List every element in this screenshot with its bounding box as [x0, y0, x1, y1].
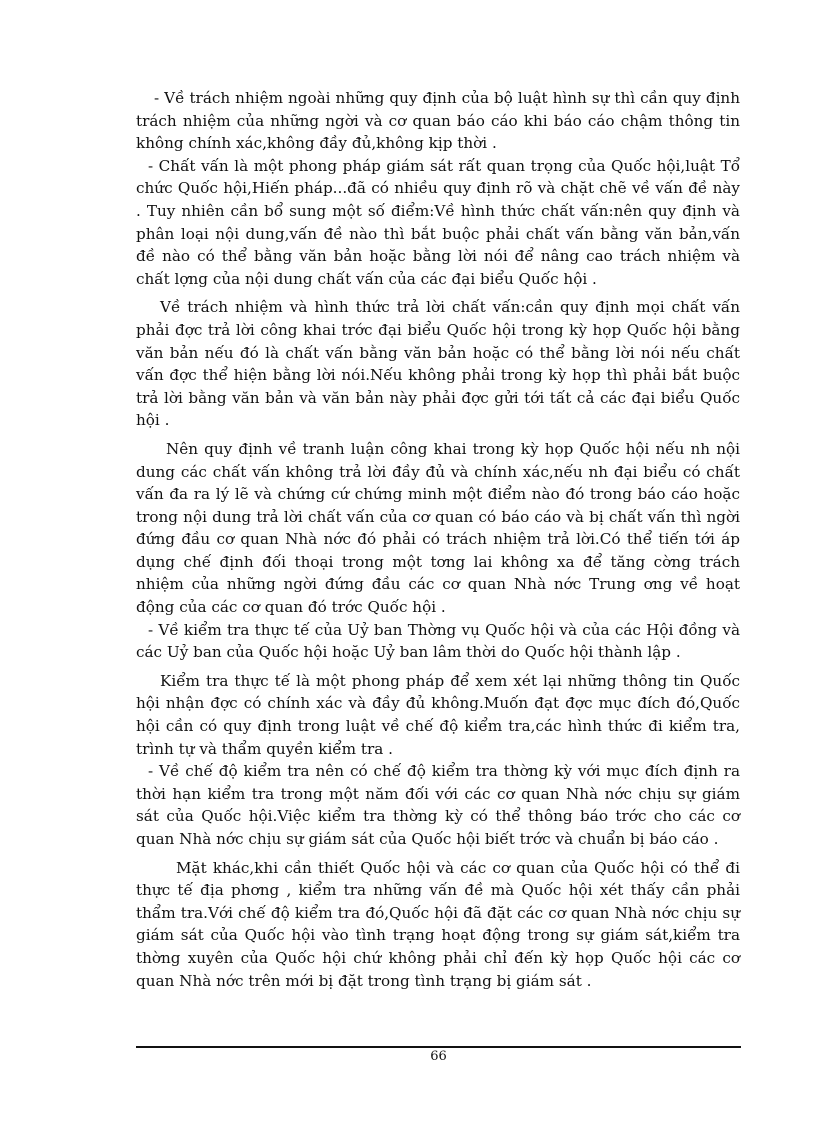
paragraph: - Chất vấn là một phong pháp giám sát rất quan trọng của Quốc hội,luật Tổ chức Quốc hội,Hiến pháp...đã có nhiều quy định rõ và chặt chẽ về vấn đề này . Tuy nhiên cần bổ sung một số điểm:Về hình thức chất vấn:nên quy định và phân loại nội dung,vấn đề nào thì bắt buộc phải chất vấn bằng văn bản,vấn đề nào có thể bằng văn bản hoặc bằng lời nói để nâng cao trách nhiệm và chất lợng của nội dung chất vấn của các đại biểu Quốc hội . [136, 156, 740, 288]
paragraph: Nên quy định về tranh luận công khai trong kỳ họp Quốc hội nếu nh nội dung các chất vấn không trả lời đầy đủ và chính xác,nếu nh đại biểu có chất vấn đa ra lý lẽ và chứng cứ chứng minh một điểm nào đó trong báo cáo hoặc trong nội dung trả lời chất vấn của cơ quan có báo cáo và bị chất vấn thì ngời đứng đầu cơ quan Nhà nớc đó phải có trách nhiệm trả lời.Có thể tiến tới áp dụng chế định đối thoại trong một tơng lai không xa để tăng cờng trách nhiệm của những ngời đứng đầu các cơ quan Nhà nớc Trung ơng về hoạt động của các cơ quan đó trớc Quốc hội . [136, 439, 740, 617]
paragraph: Kiểm tra thực tế là một phong pháp để xem xét lại những thông tin Quốc hội nhận đợc có chính xác và đầy đủ không.Muốn đạt đợc mục đích đó,Quốc hội cần có quy định trong luật về chế độ kiểm tra,các hình thức đi kiểm tra, trình tự và thẩm quyền kiểm tra . [136, 671, 740, 758]
page-number: 66 [430, 1049, 447, 1064]
paragraph: - Về chế độ kiểm tra nên có chế độ kiểm tra thờng kỳ với mục đích định ra thời hạn kiểm tra trong một năm đối với các cơ quan Nhà nớc chịu sự giám sát của Quốc hội.Việc kiểm tra thờng kỳ có thể thông báo trớc cho các cơ quan Nhà nớc chịu sự giám sát của Quốc hội biết trớc và chuẩn bị báo cáo . [136, 762, 740, 848]
paragraph: - Về kiểm tra thực tế của Uỷ ban Thờng vụ Quốc hội và của các Hội đồng và các Uỷ ban của Quốc hội hoặc Uỷ ban lâm thời do Quốc hội thành lập . [136, 620, 740, 662]
body-text [136, 87, 740, 992]
paragraph: - Về trách nhiệm ngoài những quy định của bộ luật hình sự thì cần quy định trách nhiệm của những ngời và cơ quan báo cáo khi báo cáo chậm thông tin không chính xác,không đầy đủ,không kịp thời . [136, 89, 740, 153]
footer-divider [136, 1046, 741, 1048]
paragraph: Về trách nhiệm và hình thức trả lời chất vấn:cần quy định mọi chất vấn phải đợc trả lời công khai trớc đại biểu Quốc hội trong kỳ họp Quốc hội bằng văn bản nếu đó là chất vấn bằng văn bản hoặc có thể bằng lời nói nếu chất vấn đợc thể hiện bằng lời nói.Nếu không phải trong kỳ họp thì phải bắt buộc trả lời bằng văn bản và văn bản này phải đợc gửi tới tất cả các đại biểu Quốc hội . [136, 298, 740, 430]
paragraph: Mặt khác,khi cần thiết Quốc hội và các cơ quan của Quốc hội có thể đi thực tế địa phơng , kiểm tra những vấn đề mà Quốc hội xét thấy cần phải thẩm tra.Với chế độ kiểm tra đó,Quốc hội đã đặt các cơ quan Nhà nớc chịu sự giám sát của Quốc hội vào tình trạng hoạt động trong sự giám sát,kiểm tra thờng xuyên của Quốc hội chứ không phải chỉ đến kỳ họp Quốc hội các cơ quan Nhà nớc trên mới bị đặt trong tình trạng bị giám sát . [136, 858, 740, 990]
